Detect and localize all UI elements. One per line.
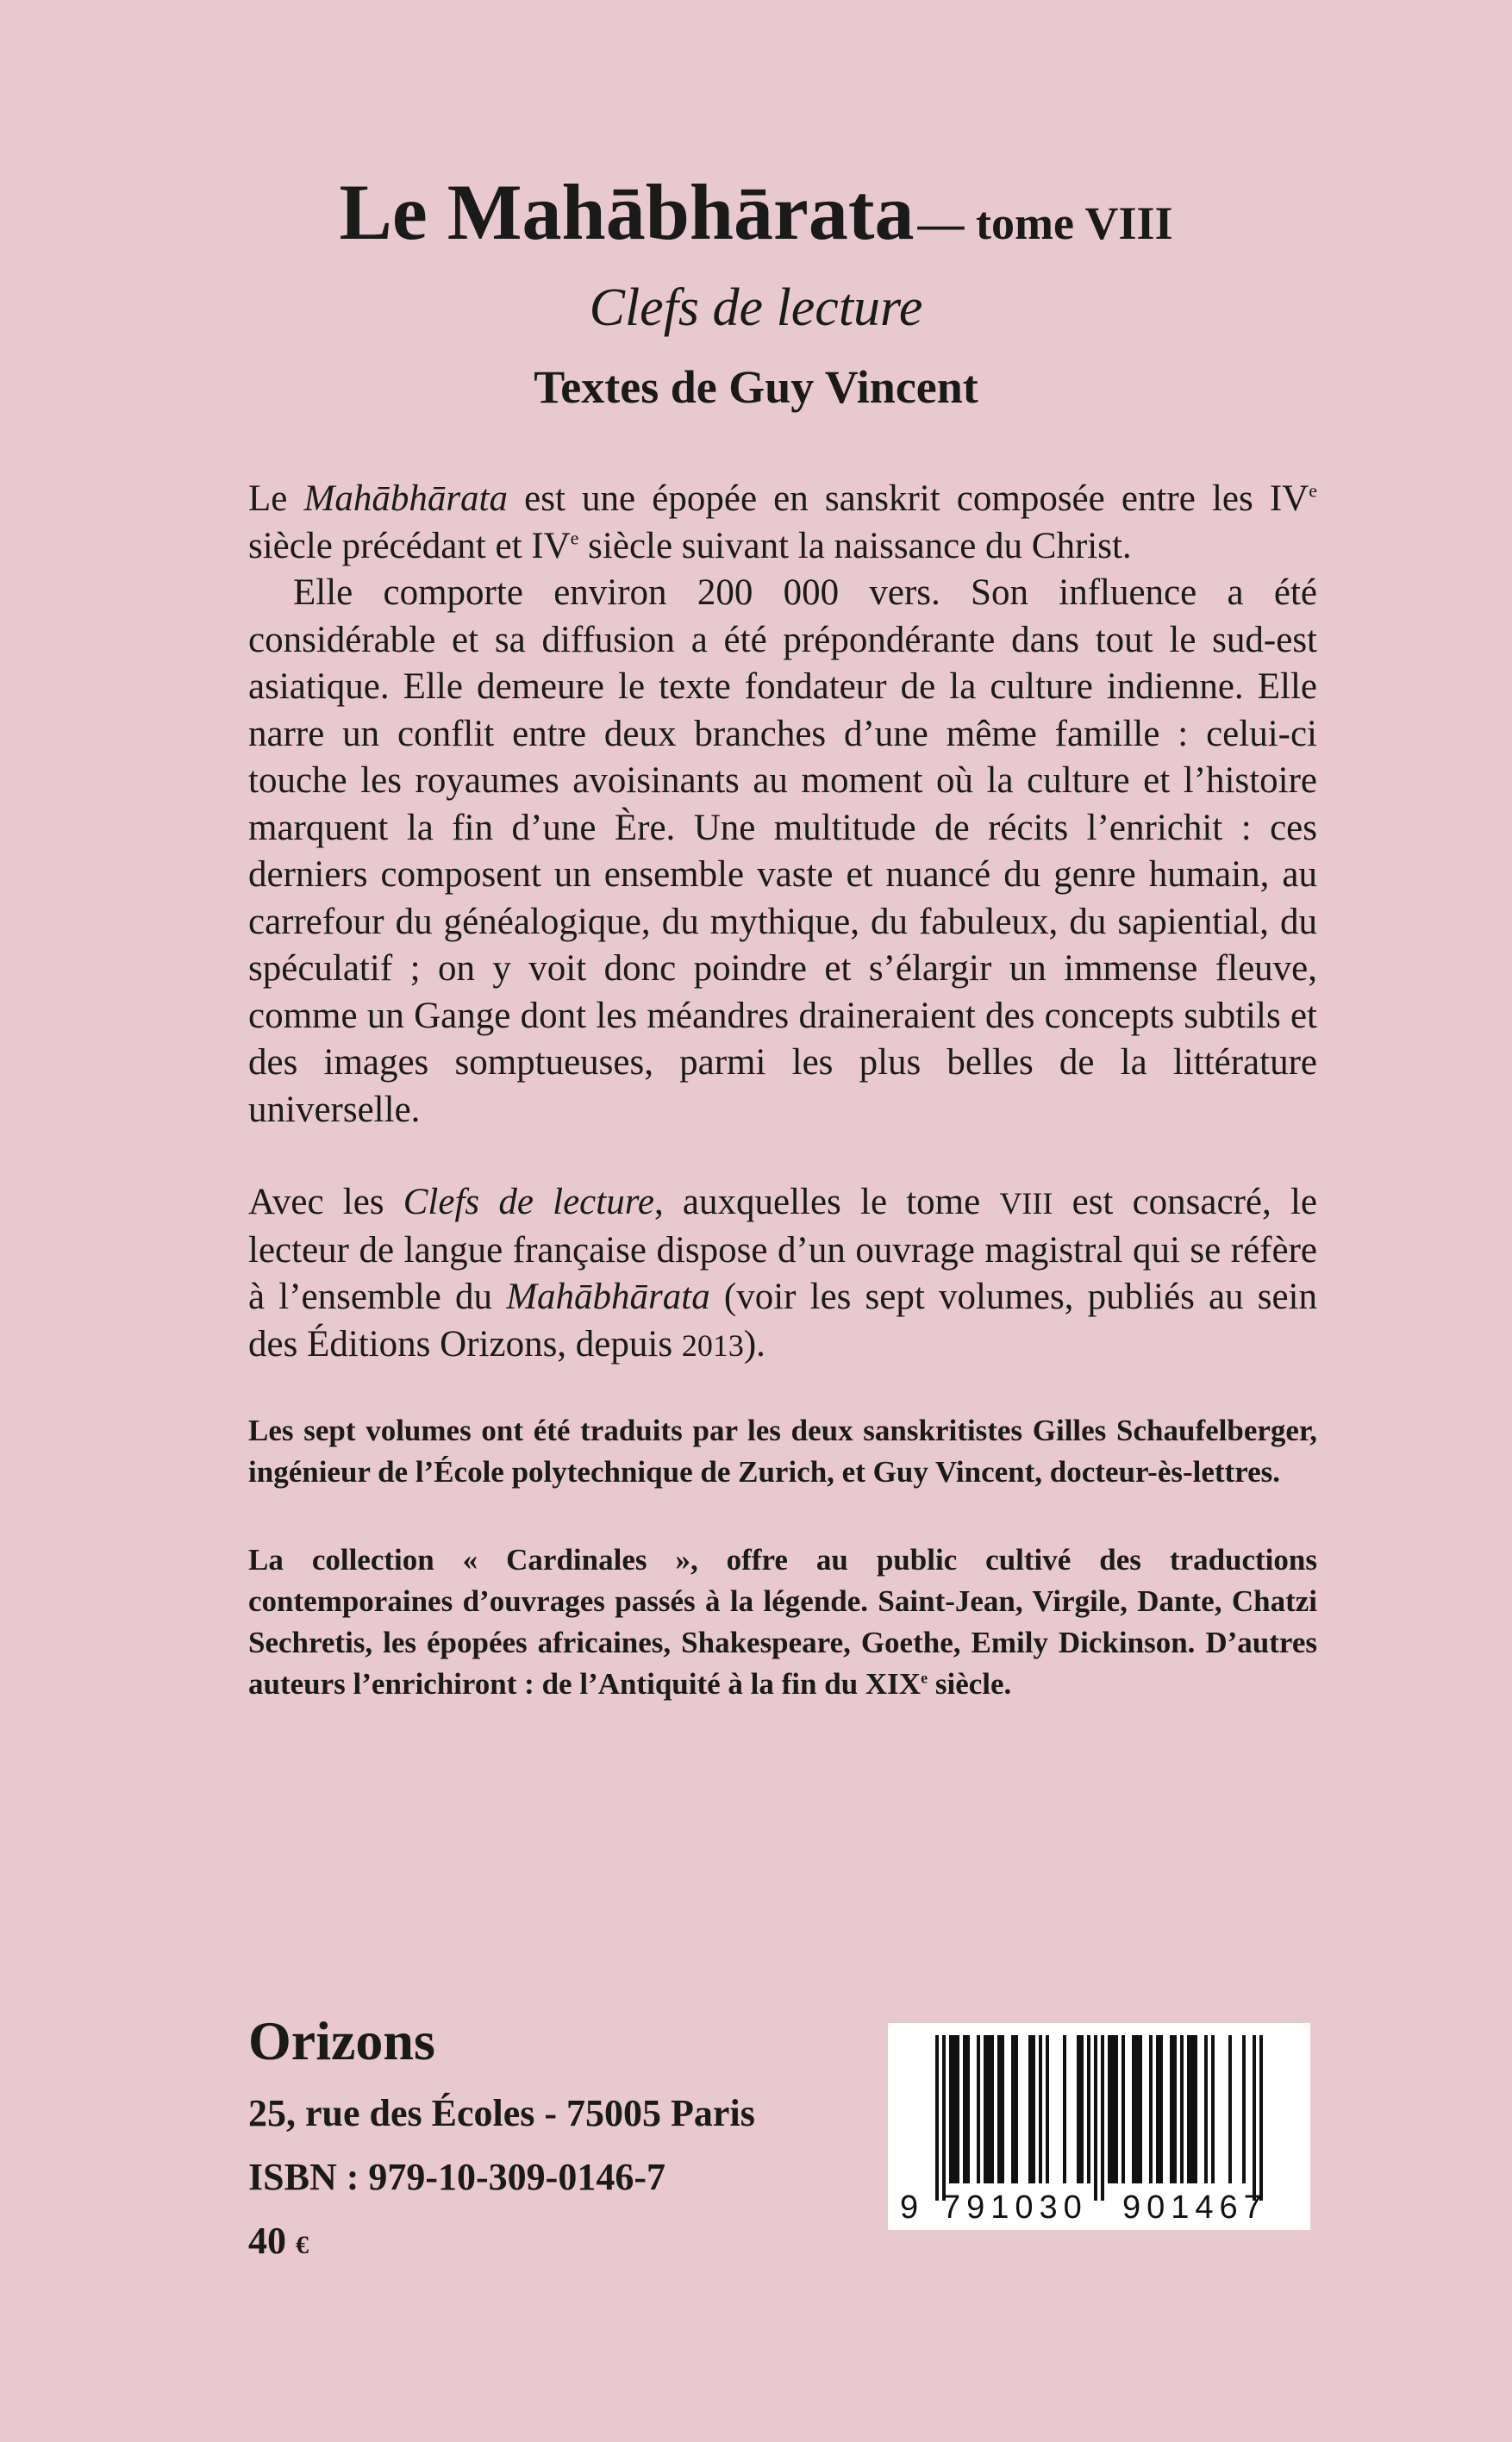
- description-paragraph-1: [248, 476, 1317, 1134]
- barcode-bar: [935, 2035, 939, 2201]
- barcode-bar: [953, 2035, 956, 2183]
- barcode-digits-right: 901467: [1122, 2189, 1268, 2226]
- barcode-bar: [1032, 2035, 1035, 2183]
- price: 40 €: [248, 2220, 309, 2262]
- barcode-bar: [1156, 2035, 1159, 2183]
- barcode-bar: [997, 2035, 1001, 2183]
- publisher-name: Orizons: [248, 2010, 435, 2071]
- barcode-bar: [1187, 2035, 1190, 2183]
- barcode-bar: [1087, 2035, 1090, 2183]
- barcode-bar: [1139, 2035, 1142, 2183]
- barcode-bar: [1011, 2035, 1015, 2183]
- barcode-bar: [963, 2035, 966, 2183]
- book-title-line: [0, 168, 1512, 256]
- description-sentence-1: Le Mahābhārata est une épopée en sanskrit composée entre les IVe siècle précédant et IVe siècle suivant la naissance du Christ.: [248, 478, 1317, 566]
- collection-note: La collection « Cardinales », offre au public cultivé des traductions contemporaines d’ouvrages passés à la légende. Saint-Jean, Virgile, Dante, Chatzi Sechretis, les épopées africaines, Shakespeare, Goethe, Emily Dickinson. D’autres auteurs l’enrichiront : de l’Antiquité à la fin du XIXe siècle.: [248, 1543, 1317, 1701]
- barcode-bar: [1259, 2035, 1263, 2201]
- barcode-bar: [1132, 2035, 1135, 2183]
- barcode-bar: [1149, 2035, 1153, 2183]
- barcode-bar: [966, 2035, 970, 2183]
- barcode-bar: [1001, 2035, 1004, 2183]
- barcode-bar: [1242, 2035, 1246, 2183]
- barcode-bar: [1111, 2035, 1115, 2183]
- barcode-bar: [1094, 2035, 1097, 2201]
- barcode-bar: [990, 2035, 994, 2183]
- barcode-bar: [1080, 2035, 1084, 2183]
- barcode-bar: [1108, 2035, 1111, 2183]
- barcode-bar: [987, 2035, 990, 2183]
- barcode-bar: [1180, 2035, 1184, 2183]
- barcode-bar: [1101, 2035, 1104, 2201]
- barcode-bar: [949, 2035, 953, 2183]
- barcode-bar: [984, 2035, 987, 2183]
- barcode-bar: [977, 2035, 980, 2183]
- barcode-bar: [1115, 2035, 1118, 2183]
- barcode-bar: [1122, 2035, 1125, 2183]
- barcode-bar: [1190, 2035, 1194, 2183]
- title-block: [0, 168, 1512, 413]
- publisher-block: [248, 2010, 755, 2262]
- barcode-bar: [1077, 2035, 1080, 2183]
- barcode-bar: [1228, 2035, 1232, 2183]
- barcode-bar: [1159, 2035, 1163, 2183]
- barcode-bar: [1046, 2035, 1049, 2183]
- barcode-graphic: [888, 2023, 1310, 2230]
- barcode-bar: [1204, 2035, 1208, 2183]
- barcode-bar: [1028, 2035, 1032, 2183]
- barcode-bar: [1039, 2035, 1042, 2183]
- isbn: ISBN : 979-10-309-0146-7: [248, 2156, 665, 2198]
- barcode-bar: [942, 2035, 946, 2201]
- publisher-address: 25, rue des Écoles - 75005 Paris: [248, 2092, 755, 2134]
- book-title: Le Mahābhārata: [339, 168, 915, 256]
- barcode-bar: [1194, 2035, 1197, 2183]
- barcode-bar: [1063, 2035, 1066, 2183]
- translators-note: Les sept volumes ont été traduits par les deux sanskritistes Gilles Schaufelberger, ingénieur de l’École polytechnique de Zurich, et Guy Vincent, docteur-ès-lettres.: [248, 1414, 1317, 1489]
- work-title: Clefs de lecture: [403, 1182, 654, 1222]
- barcode-bar: [1173, 2035, 1177, 2183]
- book-author: Textes de Guy Vincent: [534, 361, 978, 413]
- barcode: [888, 2023, 1310, 2230]
- work-title: Mahābhārata: [506, 1277, 710, 1317]
- barcode-bar: [956, 2035, 959, 2183]
- barcode-digit-first: 9: [900, 2189, 919, 2226]
- description-paragraph-2: Avec les Clefs de lecture, auxquelles le tome VIII est consacré, le lecteur de langue française dispose d’un ouvrage magistral qui se réfère à l’ensemble du Mahābhārata (voir les sept volumes, publiés au sein des Éditions Orizons, depuis 2013).: [248, 1182, 1317, 1365]
- barcode-bars: [935, 2035, 1263, 2201]
- barcode-bar: [1015, 2035, 1018, 2183]
- barcode-bar: [1253, 2035, 1256, 2201]
- description-body: Elle comporte environ 200 000 vers. Son influence a été considérable et sa diffusion a été prépondérante dans tout le sud-est asiatique. Elle demeure le texte fondateur de la culture indienne. Elle narre un conflit entre deux branches d’une même famille : celui-ci touche les royaumes avoisinants au moment où la culture et l’histoire marquent la fin d’une Ère. Une multitude de récits l’enrichit : ces derniers composent un ensemble vaste et nuancé du genre humain, au carrefour du généalogique, du mythique, du fabuleux, du sapiential, du spéculatif ; on y voit donc poindre et s’élargir un immense fleuve, comme un Gange dont les méandres draineraient des concepts subtils et des images somptueuses, parmi les plus belles de la littérature universelle.: [248, 572, 1317, 1130]
- book-subtitle: Clefs de lecture: [589, 278, 923, 337]
- barcode-bar: [1211, 2035, 1215, 2183]
- tome-label: — tome VIII: [917, 197, 1173, 249]
- barcode-digits-left: 791030: [942, 2189, 1088, 2226]
- work-title: Mahābhārata: [303, 478, 508, 519]
- barcode-bar: [1135, 2035, 1139, 2183]
- barcode-bar: [1170, 2035, 1173, 2183]
